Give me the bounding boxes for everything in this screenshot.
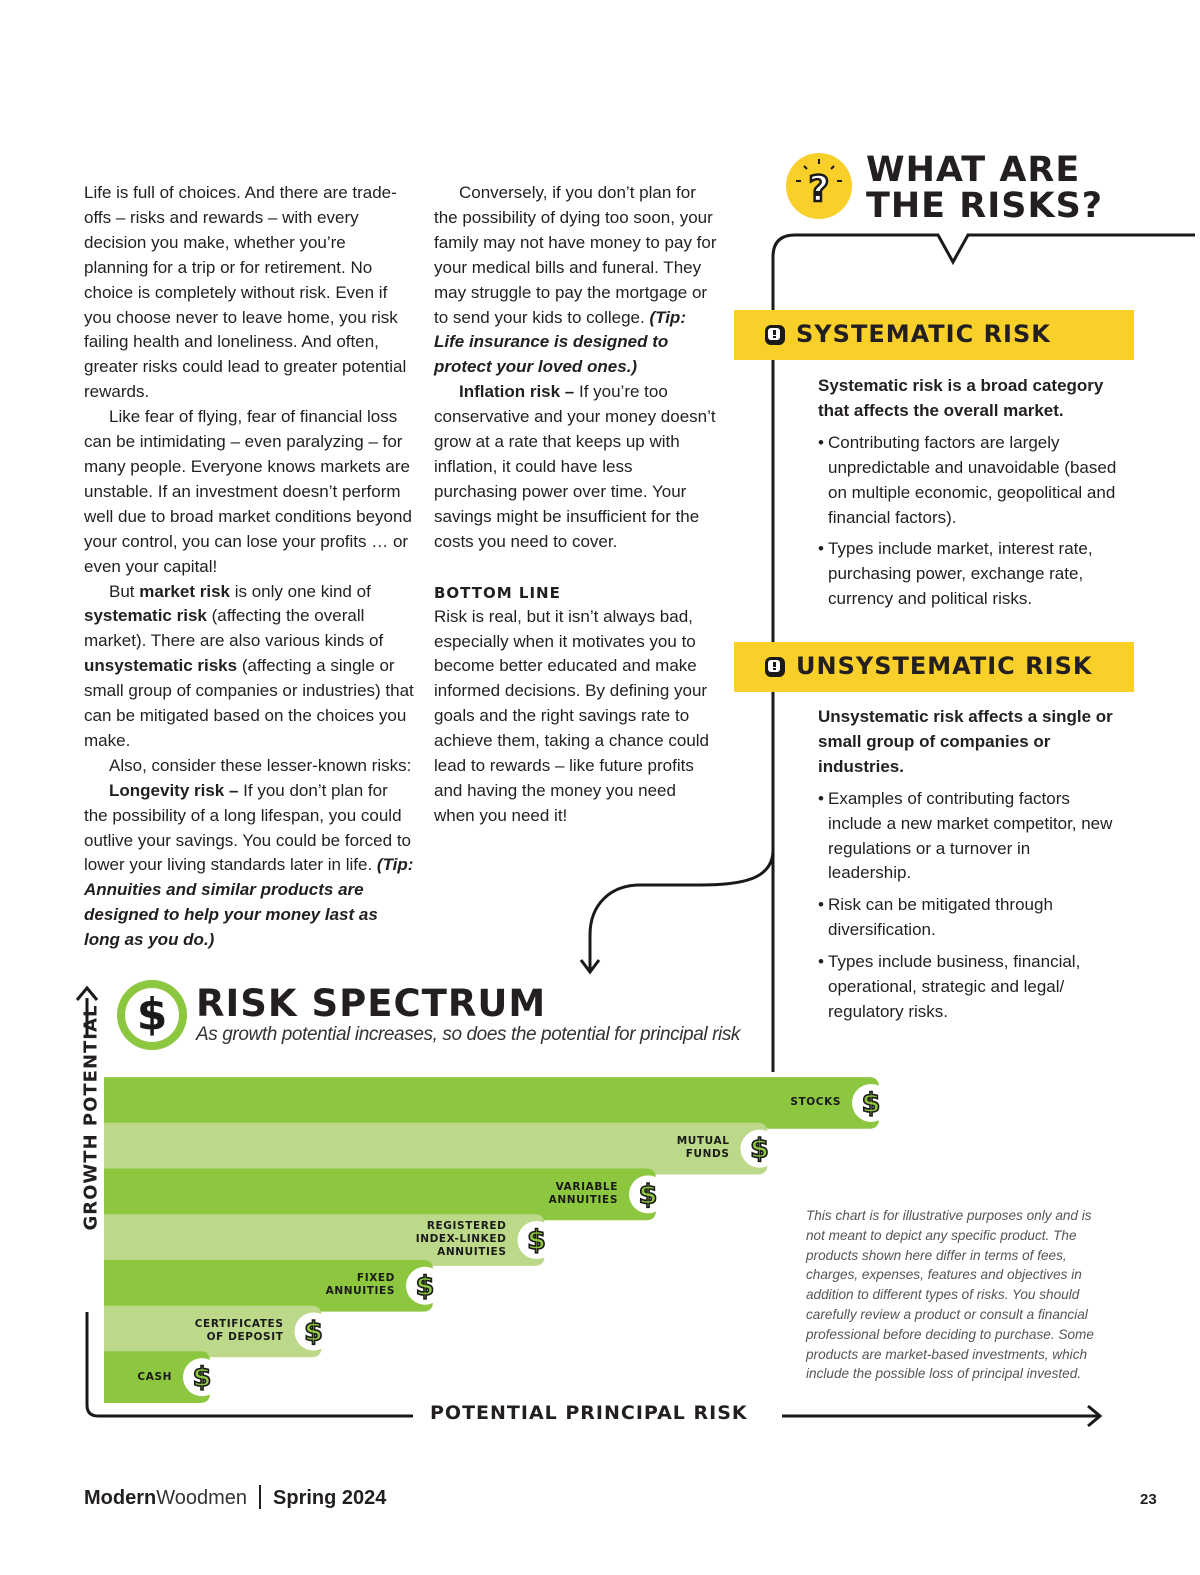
dollar-sign-icon: $ — [861, 1087, 881, 1119]
page-footer — [84, 1485, 386, 1510]
conversely-paragraph: Conversely, if you don’t plan for the possibility of dying too soon, your family may not have money to pay for your medical bills and funeral. They may struggle to pay the mortgage or to send your kids to college. (Tip: Life insurance is designed to protect your loved ones.) — [434, 183, 717, 377]
product-label: VARIABLE ANNUITIES — [548, 1181, 618, 1207]
product-label: CERTIFICATES OF DEPOSIT — [194, 1318, 284, 1344]
issue-name: Spring 2024 — [273, 1487, 387, 1509]
bottom-line-heading: BOTTOM LINE — [434, 583, 561, 602]
list-item: • Types include business, financial, operational, strategic and legal/ regulatory risks. — [818, 950, 1118, 1025]
brand-name-modern: Modern — [84, 1487, 157, 1509]
x-axis-label: POTENTIAL PRINCIPAL RISK — [430, 1402, 748, 1424]
product-label: CASH — [137, 1370, 172, 1383]
market-risk-paragraph: But market risk is only one kind of systematic risk (affecting the overall market). There are also various kinds of unsystematic risks (affecting a single or small group of companies or industries) that can be mitigated based on the choices you make. — [84, 581, 414, 750]
dollar-sign-icon: $ — [638, 1179, 658, 1211]
risks-title-line-2: THE RISKS? — [866, 186, 1104, 226]
page-number: 23 — [1140, 1491, 1157, 1508]
list-item: • Contributing factors are largely unpredictable and unavoidable (based on multiple economic, geopolitical and financial factors). — [818, 431, 1118, 531]
risk-spectrum-subtitle: As growth potential increases, so does the potential for principal risk — [196, 1024, 741, 1045]
intro-paragraph: Life is full of choices. And there are trade-offs – risks and rewards – with every decision you make, whether you’re planning for a trip or for retirement. No choice is completely without risk. Even if you choose never to leave home, you risk failing health and loneliness. And often, greater risks could lead to greater potential rewards. — [84, 183, 407, 402]
product-label: STOCKS — [790, 1096, 841, 1109]
risks-title-line-1: WHAT ARE — [866, 150, 1081, 190]
dollar-sign-icon: $ — [527, 1225, 546, 1257]
list-item: • Examples of contributing factors include a new market competitor, new regulations or a turnover in leadership. — [818, 787, 1118, 887]
footer-divider — [259, 1485, 261, 1509]
y-axis-label: GROWTH POTENTIAL — [80, 1004, 102, 1231]
systematic-risk-lead: Systematic risk is a broad category that affects the overall market. — [818, 376, 1104, 420]
dollar-sign-icon: $ — [192, 1362, 212, 1394]
dollar-sign-icon: $ — [304, 1316, 323, 1348]
dollar-sign-icon: $ — [117, 980, 187, 1050]
dollar-sign-icon: $ — [750, 1133, 769, 1165]
chart-disclaimer: This chart is for illustrative purposes only and is not meant to depict any specific product. The products shown here differ in terms of fees, charges, expenses, features and objectives in addition to different types of risks. You should carefully review a product or consult a financial professional before deciding to purchase. Some products are market-based investments, which include the possible loss of principal invested. — [806, 1208, 1094, 1382]
lesser-known-paragraph: Also, consider these lesser-known risks: — [109, 755, 412, 775]
list-item: • Types include market, interest rate, purchasing power, exchange rate, currency and political risks. — [818, 537, 1118, 612]
unsystematic-risk-heading: UNSYSTEMATIC RISK — [796, 652, 1093, 680]
fear-paragraph: Like fear of flying, fear of financial loss can be intimidating – even paralyzing – for many people. Everyone knows markets are unstable. If an investment doesn’t perform well due to broad market conditions beyond your control, you can lose your profits … or even your capital! — [84, 407, 412, 576]
inflation-risk-paragraph: Inflation risk – If you’re too conservative and your money doesn’t grow at a rate that keeps up with inflation, it could have less purchasing power over time. Your savings might be insufficient for the costs you need to cover. — [434, 382, 716, 551]
longevity-risk-paragraph: Longevity risk – If you don’t plan for the possibility of a long lifespan, you could outlive your savings. You could be forced to lower your living standards later in life. (Tip: Annuities and similar products are designed to help your money last as long as you do.) — [84, 780, 414, 950]
list-item: • Risk can be mitigated through diversification. — [818, 893, 1118, 943]
risk-spectrum-title: RISK SPECTRUM — [196, 982, 547, 1025]
svg-text:?: ? — [808, 169, 830, 210]
product-label: REGISTERED INDEX-LINKED ANNUITIES — [415, 1220, 507, 1259]
unsystematic-risk-lead: Unsystematic risk affects a single or small group of companies or industries. — [818, 707, 1113, 776]
product-label: FIXED ANNUITIES — [325, 1272, 395, 1298]
brand-name-woodmen: Woodmen — [156, 1487, 248, 1509]
product-label: MUTUAL FUNDS — [676, 1135, 730, 1161]
bottom-line-paragraph: Risk is real, but it isn’t always bad, especially when it motivates you to become better educated and make informed decisions. By defining your goals and the right savings rate to achieve them, taking a chance could lead to rewards – like future profits and having the money you need when you need it! — [434, 606, 710, 825]
systematic-risk-heading: SYSTEMATIC RISK — [796, 320, 1051, 348]
dollar-sign-icon: $ — [415, 1270, 435, 1302]
